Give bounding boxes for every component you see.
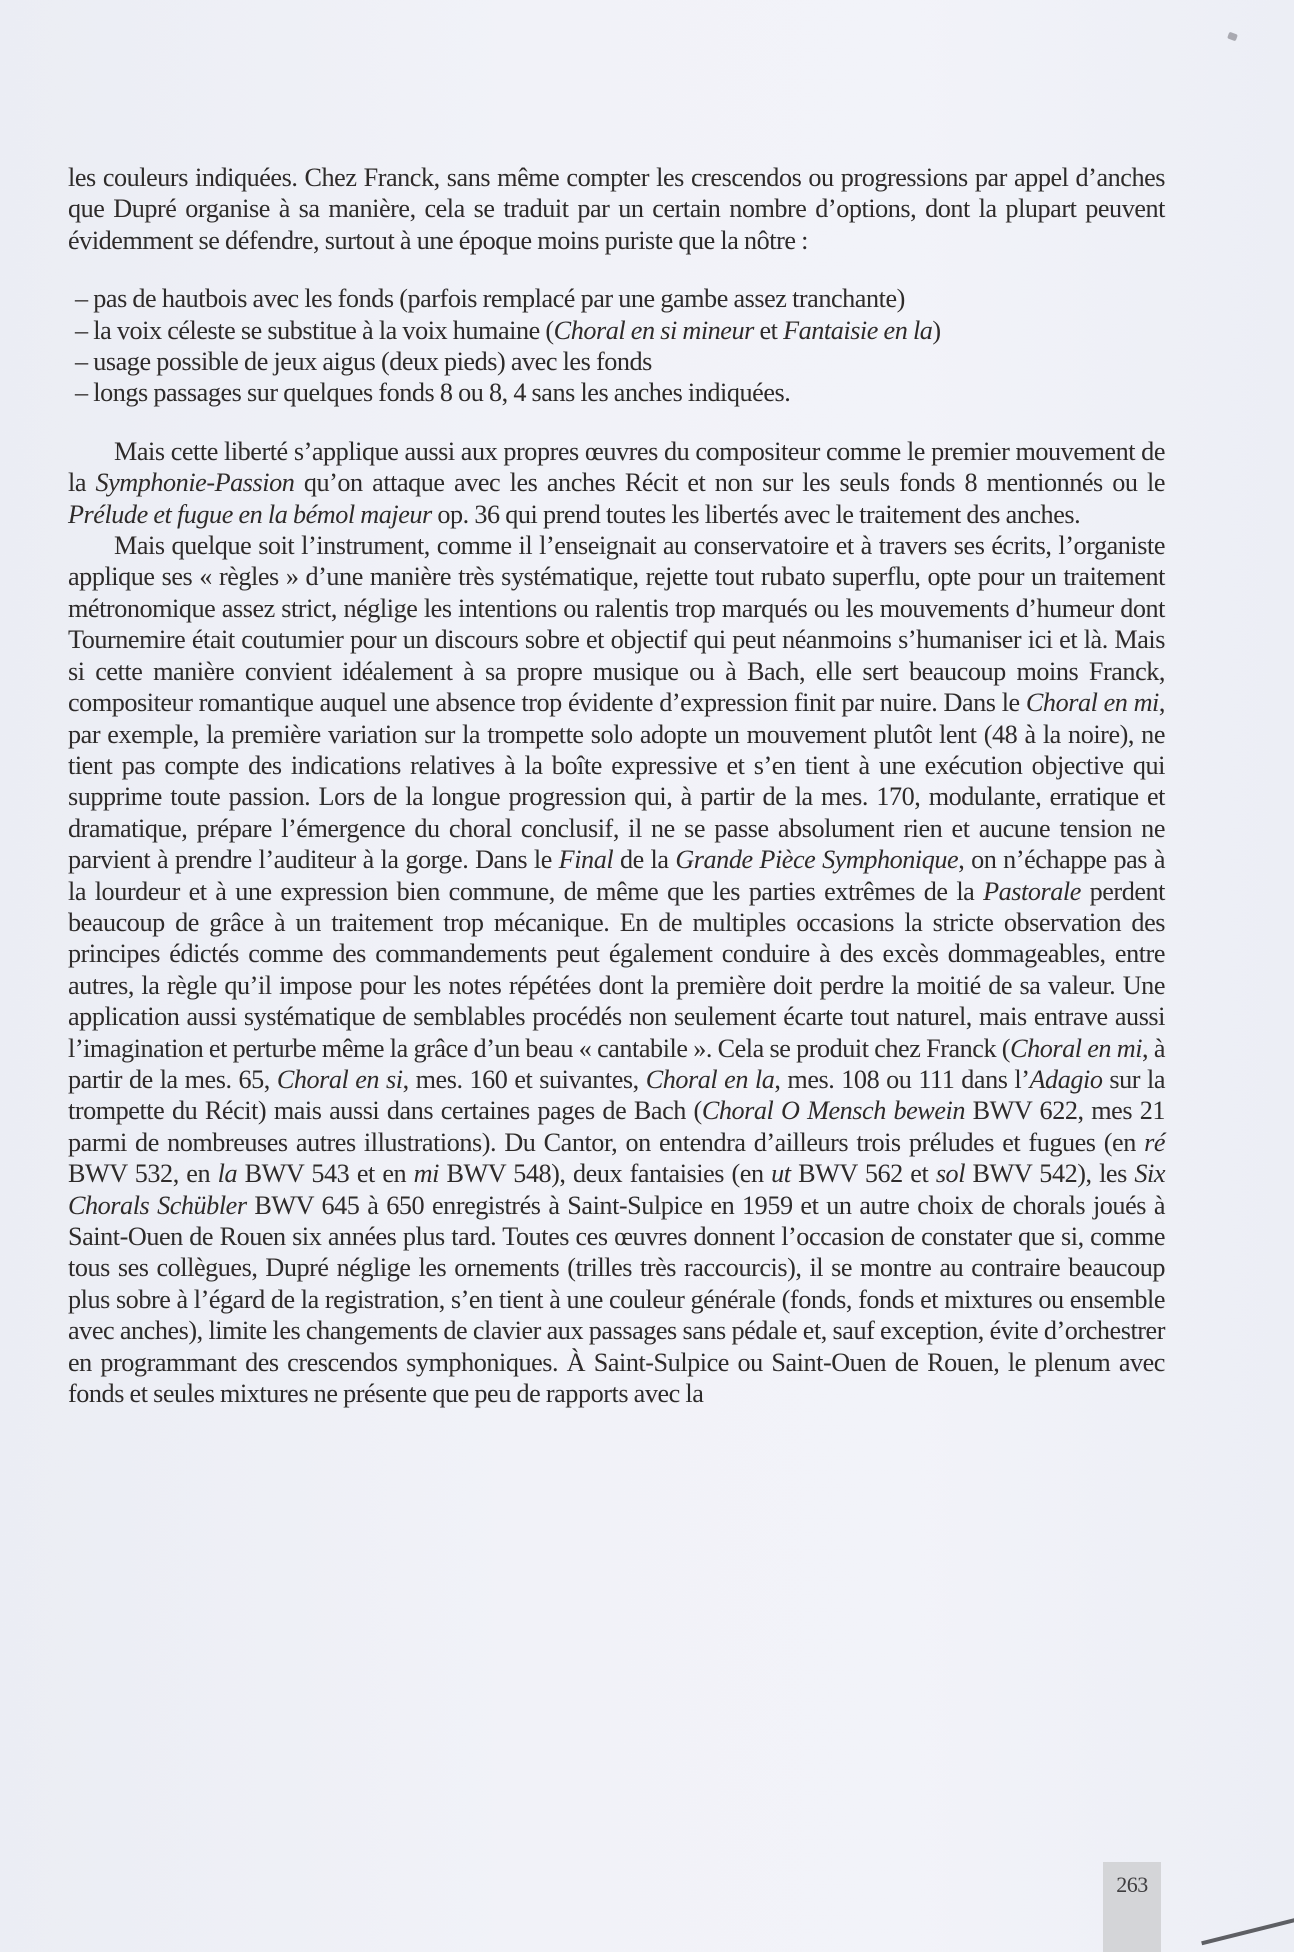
- work-title: Choral O Mensch bewein: [701, 1096, 965, 1126]
- list-item: – pas de hautbois avec les fonds (parfois remplacé par une gambe assez tranchante): [68, 283, 1165, 314]
- work-title: Pastorale: [983, 876, 1081, 906]
- work-title: Fantaisie en la: [783, 315, 933, 345]
- work-title: Choral en mi: [1025, 688, 1159, 718]
- list-item: – longs passages sur quelques fonds 8 ou 8, 4 sans les anches indiquées.: [68, 377, 1165, 408]
- work-title: Prélude et fugue en la bémol majeur: [68, 499, 432, 529]
- key-name: mi: [413, 1159, 439, 1189]
- work-title: Symphonie-Passion: [95, 468, 295, 498]
- page-curl-shadow: [1201, 1915, 1294, 1945]
- work-title: Choral en mi: [1010, 1033, 1143, 1063]
- paragraph-2: Mais cette liberté s’applique aussi aux propres œuvres du compositeur comme le premier mouvement de la Symphonie-Passion qu’on attaque avec les anches Récit et non sur les seuls fonds 8 mentionnés ou le Prélude et fugue en la bémol majeur op. 36 qui prend toutes les libertés avec le traitement des anches.: [68, 436, 1165, 529]
- page-number: 263: [1116, 1872, 1148, 1897]
- body-text: [68, 162, 1165, 1409]
- work-title: Adagio: [1029, 1064, 1103, 1094]
- paragraph-3: Mais quelque soit l’instrument, comme il l’enseignait au conservatoire et à travers ses écrits, l’organiste applique ses « règles » d’une manière très systématique, rejette tout rubato superflu, opte pour un traitement métronomique assez strict, néglige les intentions ou ralentis trop marqués ou les mouvements d’humeur dont Tournemire était coutumier pour un discours sobre et objectif qui peut néanmoins s’humaniser ici et là. Mais si cette manière convient idéalement à sa propre musique ou à Bach, elle sert beaucoup moins Franck, compositeur romantique auquel une absence trop évidente d’expression finit par nuire. Dans le Choral en mi, par exemple, la première variation sur la trompette solo adopte un mouvement plutôt lent (48 à la noire), ne tient pas compte des indications relatives à la boîte expressive et s’en tient à une exécution objective qui supprime toute passion. Lors de la longue progression qui, à partir de la mes. 170, modulante, erratique et dramatique, prépare l’émergence du choral conclusif, il ne se passe absolument rien et aucune tension ne parvient à prendre l’auditeur à la gorge. Dans le Final de la Grande Pièce Symphonique, on n’échappe pas à la lourdeur et à une expression bien commune, de même que les parties extrêmes de la Pastorale perdent beaucoup de grâce à un traitement trop mécanique. En de multiples occasions la stricte observation des principes édictés comme des commandements peut également conduire à des excès dommageables, entre autres, la règle qu’il impose pour les notes répétées dont la première doit perdre la moitié de sa valeur. Une application aussi systématique de semblables procédés non seulement écarte tout naturel, mais entrave aussi l’imagination et perturbe même la grâce d’un beau « cantabile ». Cela se produit chez Franck (Choral en mi, à partir de la mes. 65, Choral en si, mes. 160 et suivantes, Choral en la, mes. 108 ou 111 dans l’Adagio sur la trompette du Récit) mais aussi dans certaines pages de Bach (Choral O Mensch bewein BWV 622, mes 21 parmi de nombreuses autres illustrations). Du Cantor, on entendra d’ailleurs trois préludes et fugues (en ré BWV 532, en la BWV 543 et en mi BWV 548), deux fantaisies (en ut BWV 562 et sol BWV 542), les Six Chorals Schübler BWV 645 à 650 enregistrés à Saint-Sulpice en 1959 et un autre choix de chorals joués à Saint-Ouen de Rouen six années plus tard. Toutes ces œuvres donnent l’occasion de constater que si, comme tous ses collègues, Dupré néglige les ornements (trilles très raccourcis), il se montre au contraire beaucoup plus sobre à l’égard de la registration, s’en tient à une couleur générale (fonds, fonds et mixtures ou ensemble avec anches), limite les changements de clavier aux passages sans pédale et, sauf exception, évite d’orchestrer en programmant des crescendos symphoniques. À Saint-Sulpice ou Saint-Ouen de Rouen, le plenum avec fonds et seules mixtures ne présente que peu de rapports avec la: [68, 531, 1166, 1409]
- work-title: Final: [558, 845, 614, 875]
- options-list: [68, 283, 1165, 409]
- work-title: Choral en si mineur: [553, 315, 754, 345]
- key-name: sol: [935, 1159, 966, 1189]
- work-title: Six Chorals Schübler: [68, 1159, 1166, 1220]
- list-item: – la voix céleste se substitue à la voix humaine (Choral en si mineur et Fantaisie en la): [68, 315, 1165, 346]
- key-name: ré: [1144, 1127, 1165, 1157]
- scan-speck: [1227, 32, 1238, 42]
- list-item: – usage possible de jeux aigus (deux pieds) avec les fonds: [68, 346, 1165, 377]
- paragraph-1: les couleurs indiquées. Chez Franck, sans même compter les crescendos ou progressions par appel d’anches que Dupré organise à sa manière, cela se traduit par un certain nombre d’options, dont la plupart peuvent évidemment se défendre, surtout à une époque moins puriste que la nôtre :: [68, 163, 1165, 255]
- key-name: la: [217, 1159, 238, 1189]
- key-name: ut: [771, 1159, 791, 1189]
- work-title: Choral en la: [645, 1064, 775, 1094]
- work-title: Choral en si: [276, 1064, 403, 1094]
- work-title: Grande Pièce Symphonique: [675, 845, 959, 875]
- page-number-tab: [1103, 1862, 1161, 1952]
